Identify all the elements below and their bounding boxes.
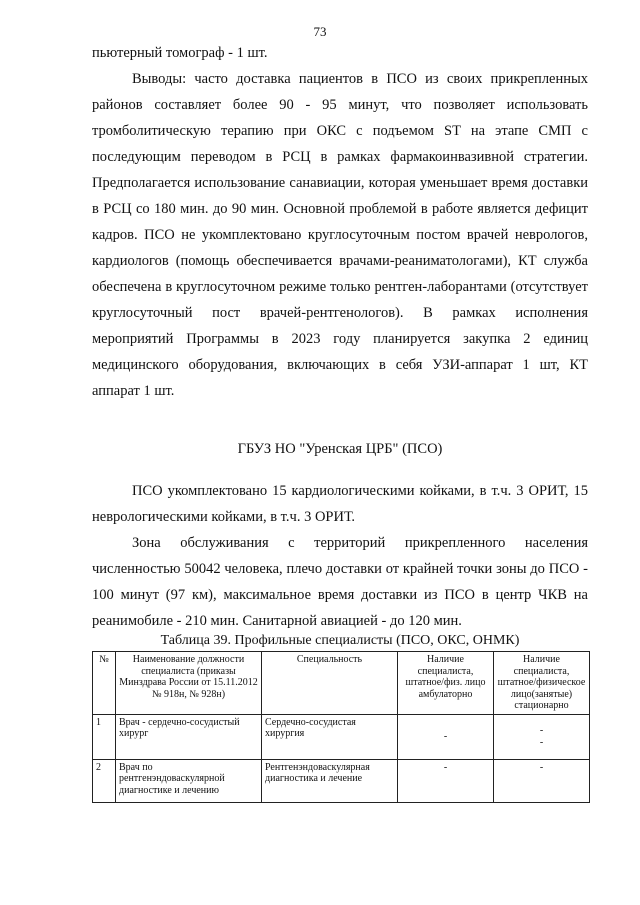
cell-inpatient xyxy=(494,714,590,759)
paragraph-continuation: пьютерный томограф - 1 шт. xyxy=(92,45,268,61)
section-heading: ГБУЗ НО "Уренская ЦРБ" (ПСО) xyxy=(237,441,443,457)
page-number: 73 xyxy=(313,24,327,39)
cell-number: 1 xyxy=(93,714,116,759)
paragraph-conclusions: Выводы: часто доставка пациентов в ПСО из своих прикрепленных районов составляет более 90 - 95 минут, что позволяет использовать тромболитическую терапию при ОКС с подъемом ST на этапе СМП с последующим переводом в РСЦ в рамках фармакоинвазивной стратегии. Предполагается использование санавиации, которая уменьшает время доставки в РСЦ со 180 мин. до 90 мин. Основной проблемой в работе является дефицит кадров. ПСО не укомплектовано круглосуточным постом врачей неврологов, кардиологов (помощь обеспечивается врачами-реаниматологами), КТ служба обеспечена в круглосуточном режиме только рентген-лаборантами (отсутствует круглосуточный пост врачей-рентгенологов). В рамках исполнения мероприятий Программы в 2023 году планируется закупка 2 единиц медицинского оборудования, включающих в себя УЗИ-аппарат 1 шт, КТ аппарат 1 шт. xyxy=(92,71,588,399)
dash-value: - xyxy=(443,730,448,742)
specialists-table xyxy=(92,651,590,803)
header-outpatient: Наличие специалиста, штатное/физ. лицо амбулаторно xyxy=(398,652,494,715)
cell-position: Врач - сердечно-сосудистый хирург xyxy=(116,714,262,759)
cell-specialty: Сердечно-сосудистая хирургия xyxy=(262,714,398,759)
cell-position: Врач по рентгенэндоваскулярной диагностике и лечению xyxy=(116,759,262,802)
table-caption: Таблица 39. Профильные специалисты (ПСО, ОКС, ОНМК) xyxy=(160,633,520,648)
table-header-row xyxy=(93,652,590,715)
cell-specialty: Рентгенэндоваскулярная диагностика и лечение xyxy=(262,759,398,802)
cell-outpatient xyxy=(398,714,494,759)
header-specialty: Специальность xyxy=(262,652,398,715)
dash-value: - xyxy=(539,761,544,773)
document-body xyxy=(92,40,588,634)
dash-value: - xyxy=(539,736,544,748)
header-inpatient: Наличие специалиста, штатное/физическое лицо(занятые) стационарно xyxy=(494,652,590,715)
header-number: № xyxy=(93,652,116,715)
table-row xyxy=(93,759,590,802)
paragraph-beds: ПСО укомплектовано 15 кардиологическими койками, в т.ч. 3 ОРИТ, 15 неврологическими койками, в т.ч. 3 ОРИТ. xyxy=(92,483,588,525)
dash-value: - xyxy=(539,725,544,736)
cell-outpatient xyxy=(398,759,494,802)
dash-value: - xyxy=(443,761,448,773)
cell-number: 2 xyxy=(93,759,116,802)
cell-inpatient xyxy=(494,759,590,802)
paragraph-service-zone: Зона обслуживания с территорий прикрепленного населения численностью 50042 человека, плечо доставки от крайней точки зоны до ПСО - 100 минут (97 км), максимальное время доставки из ПСО в центр ЧКВ на реанимобиле - 210 мин. Санитарной авиацией - до 120 мин. xyxy=(92,535,588,629)
table-row xyxy=(93,714,590,759)
header-position: Наименование должности специалиста (приказы Минздрава России от 15.11.2012 № 918н, № 928н) xyxy=(116,652,262,715)
